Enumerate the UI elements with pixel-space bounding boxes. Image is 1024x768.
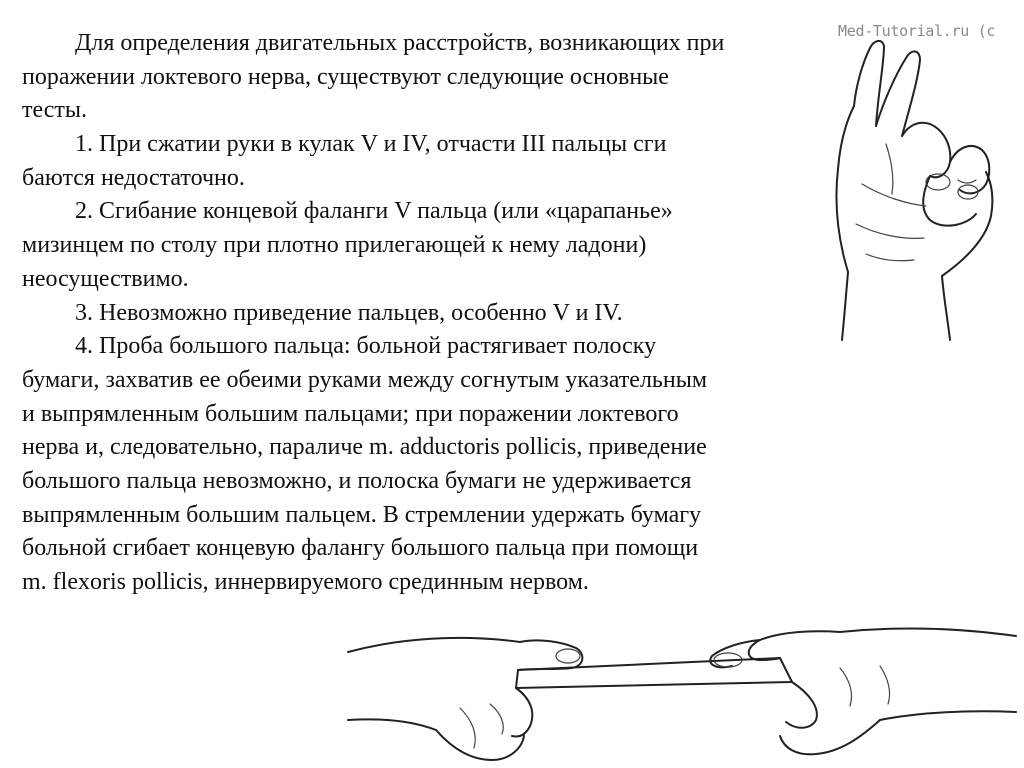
test4-line: m. flexoris pollicis, иннервируемого срединным нервом. <box>22 569 589 595</box>
paper-strip-test-drawing <box>340 608 1024 768</box>
test4-line: выпрямленным большим пальцем. В стремлении удержать бумагу <box>22 501 702 528</box>
paper-strip <box>516 658 792 688</box>
test2-line: мизинцем по столу при плотно прилегающей к нему ладони) <box>22 232 647 259</box>
intro-line: тесты. <box>22 97 88 124</box>
main-text <box>22 27 852 600</box>
claw-hand-illustration <box>826 34 1024 344</box>
paper-strip-test-illustration <box>340 608 1024 768</box>
test3-line: 3. Невозможно приведение пальцев, особенно V и IV. <box>75 299 623 326</box>
test2-line: 2. Сгибание концевой фаланги V пальца (или «царапанье» <box>75 198 673 225</box>
test4-line: бумаги, захватив ее обеими руками между согнутым указательным <box>22 366 708 393</box>
test4-line: больной сгибает концевую фалангу большого пальца при помощи <box>22 535 699 562</box>
test4-line: нерва и, следовательно, параличе m. adductoris pollicis, приведение <box>22 434 707 461</box>
watermark: Med-Tutorial.ru (c <box>838 22 996 40</box>
intro-line: Для определения двигательных расстройств, возникающих при <box>75 30 725 56</box>
test2-line: неосуществимо. <box>22 265 189 292</box>
intro-line: поражении локтевого нерва, существуют следующие основные <box>22 63 669 90</box>
test4-line: большого пальца невозможно, и полоска бумаги не удерживается <box>22 467 692 494</box>
claw-hand-drawing <box>826 34 1024 344</box>
test1-line: 1. При сжатии руки в кулак V и IV, отчасти III пальцы сги <box>75 131 667 158</box>
test4-line: 4. Проба большого пальца: больной растягивает полоску <box>75 333 657 360</box>
test4-line: и выпрямленным большим пальцами; при поражении локтевого <box>22 400 679 427</box>
test1-line: баются недостаточно. <box>22 164 245 191</box>
